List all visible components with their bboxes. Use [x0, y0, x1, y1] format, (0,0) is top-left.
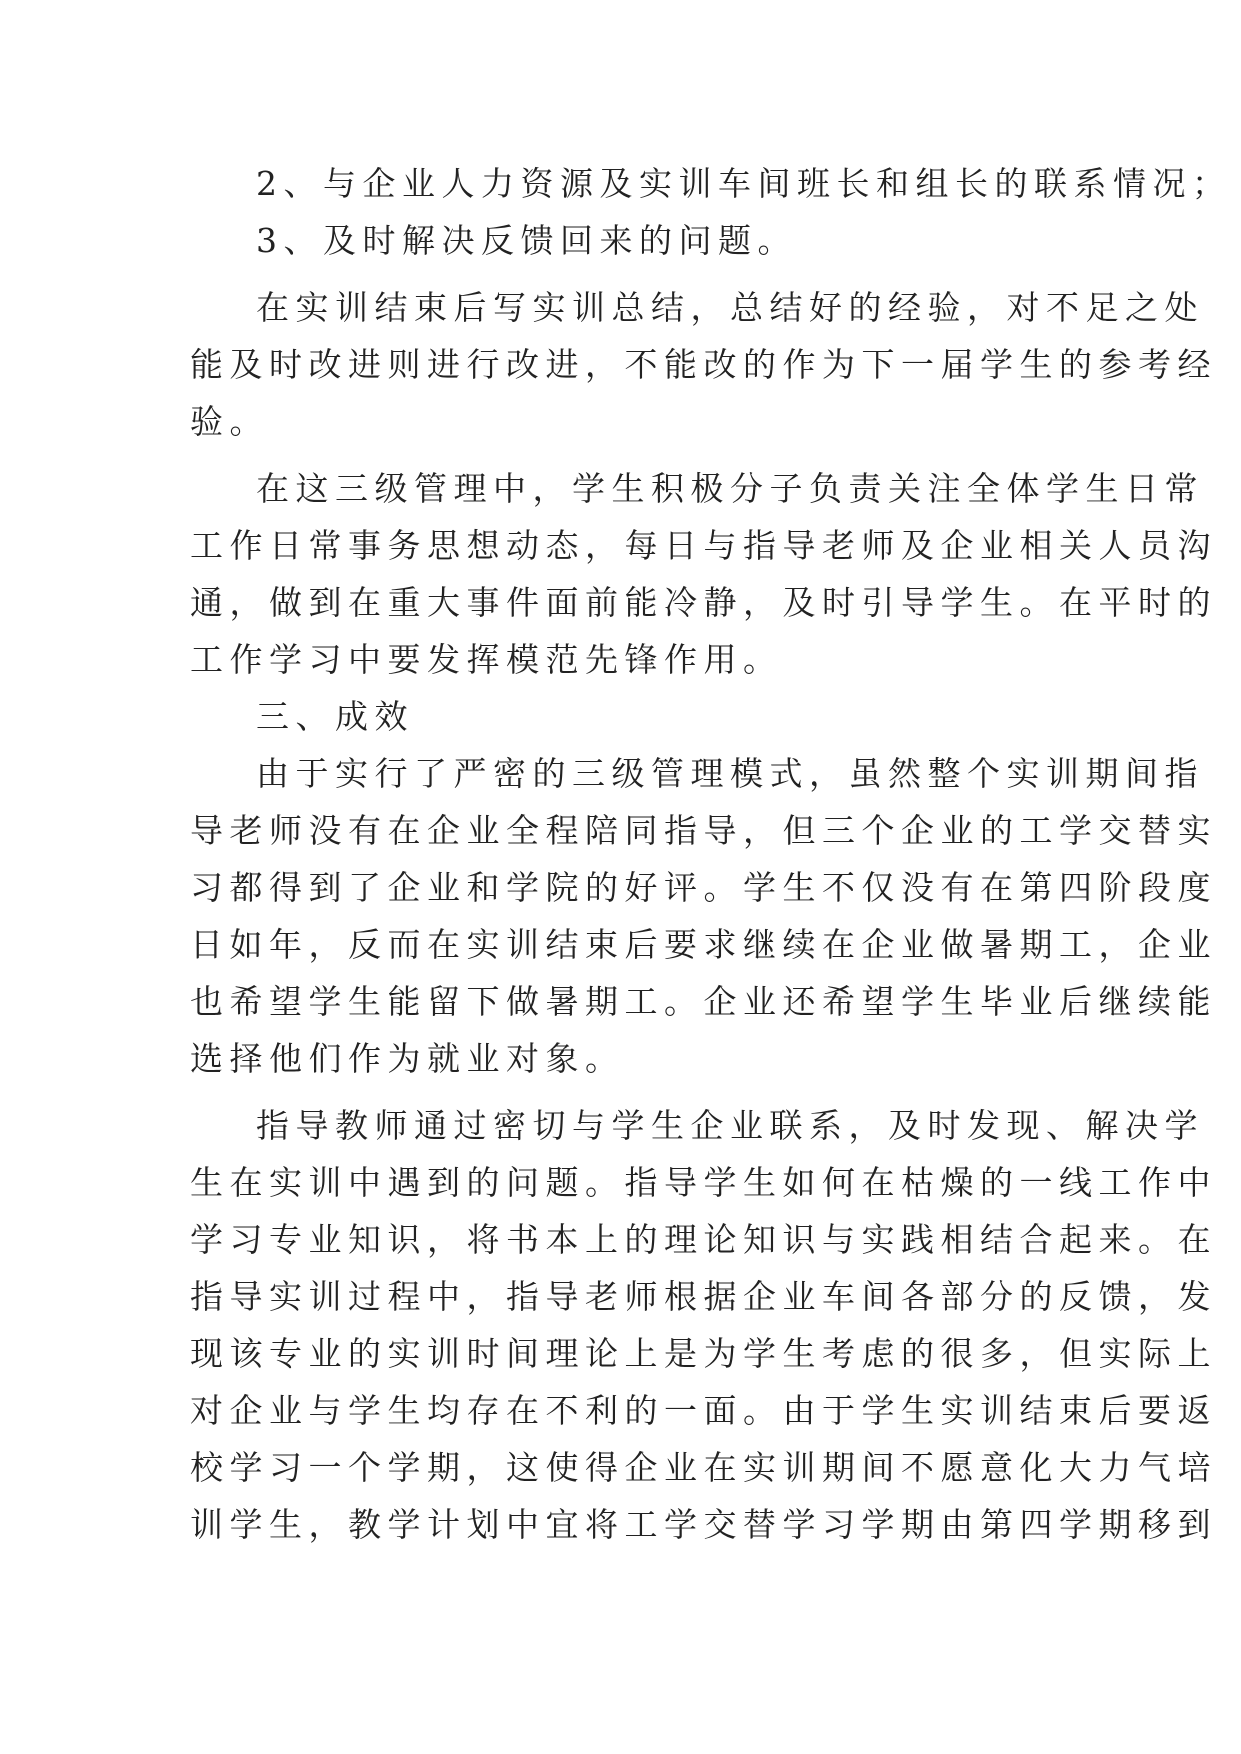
text-line: 在这三级管理中，学生积极分子负责关注全体学生日常	[256, 469, 1204, 508]
text-line: 验。	[190, 402, 269, 441]
text-line: 校学习一个学期，这使得企业在实训期间不愿意化大力气培	[190, 1448, 1217, 1487]
text-line: 学习专业知识，将书本上的理论知识与实践相结合起来。在	[190, 1220, 1217, 1259]
paragraph-three-level-management	[190, 460, 1217, 688]
text-line: 通，做到在重大事件面前能冷静，及时引导学生。在平时的	[190, 583, 1217, 622]
text-line: 日如年，反而在实训结束后要求继续在企业做暑期工，企业	[190, 925, 1217, 964]
text-line: 指导实训过程中，指导老师根据企业车间各部分的反馈，发	[190, 1277, 1217, 1316]
text-line: 导老师没有在企业全程陪同指导，但三个企业的工学交替实	[190, 811, 1217, 850]
paragraph-results	[190, 745, 1217, 1087]
text-line: 2、与企业人力资源及实训车间班长和组长的联系情况；	[256, 164, 1232, 203]
paragraph-feedback-problems	[190, 212, 1050, 269]
text-line: 训学生，教学计划中宜将工学交替学习学期由第四学期移到	[190, 1505, 1217, 1544]
text-line: 也希望学生能留下做暑期工。企业还希望学生毕业后继续能	[190, 982, 1217, 1021]
text-line: 生在实训中遇到的问题。指导学生如何在枯燥的一线工作中	[190, 1163, 1217, 1202]
paragraph-teacher-guidance	[190, 1097, 1217, 1553]
text-line: 指导教师通过密切与学生企业联系，及时发现、解决学	[256, 1106, 1204, 1145]
text-line: 习都得到了企业和学院的好评。学生不仅没有在第四阶段度	[190, 868, 1217, 907]
text-line: 工作日常事务思想动态，每日与指导老师及企业相关人员沟	[190, 526, 1217, 565]
text-line: 工作学习中要发挥模范先锋作用。	[190, 640, 783, 679]
section-heading-results	[190, 688, 1050, 745]
text-line: 3、及时解决反馈回来的问题。	[256, 221, 797, 260]
text-line: 选择他们作为就业对象。	[190, 1039, 625, 1078]
text-line: 对企业与学生均存在不利的一面。由于学生实训结束后要返	[190, 1391, 1217, 1430]
paragraph-training-summary	[190, 279, 1217, 450]
document-body	[190, 155, 1232, 1553]
text-line: 能及时改进则进行改进，不能改的作为下一届学生的参考经	[190, 345, 1217, 384]
text-line: 现该专业的实训时间理论上是为学生考虑的很多，但实际上	[190, 1334, 1217, 1373]
text-line: 在实训结束后写实训总结，总结好的经验，对不足之处	[256, 288, 1204, 327]
section-heading: 三、成效	[256, 697, 414, 736]
text-line: 由于实行了严密的三级管理模式，虽然整个实训期间指	[256, 754, 1204, 793]
paragraph-contact-status	[190, 155, 1232, 212]
